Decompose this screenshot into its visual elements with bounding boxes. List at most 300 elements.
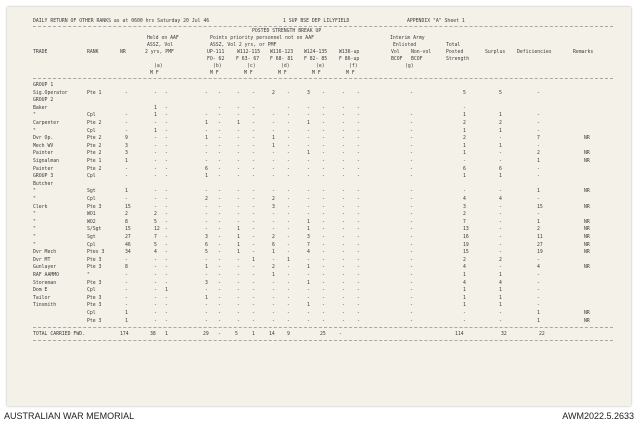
table-cell: - [125, 303, 128, 309]
table-cell: - [287, 166, 290, 172]
table-cell: NR [584, 235, 590, 240]
total-cell: 29 [203, 332, 209, 337]
table-cell: - [537, 212, 540, 218]
table-cell: 2 [537, 227, 540, 233]
table-cell: 1 [237, 250, 240, 256]
non-vol-label: Non-vol [411, 50, 432, 55]
table-cell: - [165, 219, 168, 225]
table-cell: - [537, 197, 540, 202]
table-cell: 1 [272, 136, 275, 142]
table-cell: - [287, 159, 290, 164]
table-cell: - [410, 288, 413, 294]
table-cell: - [287, 303, 290, 309]
table-cell: - [307, 204, 310, 210]
table-cell: - [410, 128, 413, 134]
table-cell: 5 [463, 90, 466, 96]
table-cell: 1 [499, 303, 502, 309]
document-sheet [7, 7, 631, 406]
row-rank: Pte 2 [87, 143, 102, 149]
col-surplus: Surplus [485, 50, 506, 55]
table-cell: - [342, 242, 345, 248]
table-cell: - [218, 227, 221, 233]
table-cell: - [125, 288, 128, 294]
table-cell: - [410, 219, 413, 225]
table-cell: - [125, 257, 128, 263]
table-cell: - [154, 204, 157, 210]
table-cell: - [205, 143, 208, 149]
table-cell: 1 [154, 105, 157, 111]
table-cell: - [125, 273, 128, 278]
table-cell: 1 [463, 288, 466, 294]
col-remarks: Remarks [573, 50, 594, 55]
table-cell: - [165, 166, 168, 172]
letter-d: (d) [281, 64, 290, 69]
table-cell: - [252, 121, 255, 126]
table-cell: - [410, 242, 413, 248]
table-cell: - [165, 128, 168, 134]
table-cell: 2 [499, 257, 502, 263]
table-cell: - [218, 189, 221, 195]
table-cell: 3 [307, 90, 310, 96]
table-cell: - [357, 136, 360, 142]
table-cell: 6 [499, 166, 502, 172]
row-trade: GROUP 3 [33, 174, 54, 180]
table-cell: - [218, 151, 221, 157]
table-cell: 1 [272, 250, 275, 256]
table-cell: - [154, 280, 157, 286]
table-cell: - [537, 295, 540, 301]
table-cell: 12 [154, 227, 160, 233]
table-cell: - [252, 143, 255, 149]
table-cell: - [322, 280, 325, 286]
table-cell: - [287, 174, 290, 180]
table-cell: - [322, 250, 325, 256]
table-cell: - [342, 235, 345, 240]
table-cell: 5 [154, 242, 157, 248]
table-cell: - [322, 303, 325, 309]
col-deficiencies: Deficiencies [517, 50, 552, 55]
table-cell: 2 [125, 212, 128, 218]
table-cell: - [218, 257, 221, 263]
table-cell: - [463, 318, 466, 324]
table-cell: - [357, 212, 360, 218]
table-cell: 1 [463, 128, 466, 134]
table-cell: - [287, 265, 290, 271]
table-cell: - [287, 295, 290, 301]
table-cell: - [125, 280, 128, 286]
row-rank: Pte 2 [87, 136, 102, 142]
table-cell: - [205, 303, 208, 309]
table-cell: - [237, 273, 240, 278]
table-cell: - [237, 151, 240, 157]
table-cell: - [272, 311, 275, 316]
table-cell: 1 [537, 159, 540, 164]
table-cell: - [322, 273, 325, 278]
table-cell: - [272, 219, 275, 225]
letter-c: (c) [247, 64, 256, 69]
range-2: W112-115 [237, 50, 261, 55]
total-cell: 1 [165, 332, 168, 337]
table-cell: - [252, 235, 255, 240]
table-cell: 1 [499, 273, 502, 278]
table-cell: - [307, 166, 310, 172]
appendix-label: APPENDIX "A" Sheet 1 [407, 19, 465, 24]
table-cell: - [165, 189, 168, 195]
range-sub-5: F 86-up [339, 57, 360, 62]
total-cell: 114 [455, 332, 464, 337]
table-cell: - [154, 318, 157, 324]
table-cell: - [537, 143, 540, 149]
table-cell: - [165, 197, 168, 202]
table-cell: - [357, 273, 360, 278]
col-total: Total [446, 43, 461, 48]
table-cell: - [154, 121, 157, 126]
letter-a: (a) [154, 64, 163, 69]
table-cell: - [218, 113, 221, 119]
table-cell: 15 [537, 204, 543, 210]
table-cell: - [205, 212, 208, 218]
table-cell: - [154, 151, 157, 157]
table-cell: - [342, 227, 345, 233]
row-trade: " [33, 219, 36, 225]
table-cell: - [307, 273, 310, 278]
table-cell: - [287, 197, 290, 202]
table-cell: - [499, 242, 502, 248]
row-trade: Mech WV [33, 143, 54, 149]
table-cell: 4 [499, 280, 502, 286]
table-cell: - [287, 143, 290, 149]
table-cell: - [165, 235, 168, 240]
table-cell: NR [584, 318, 590, 324]
table-cell: - [252, 189, 255, 195]
row-rank: Pte 3 [87, 265, 102, 271]
table-cell: - [272, 121, 275, 126]
table-cell: - [287, 318, 290, 324]
row-rank: Cpl [87, 197, 96, 202]
table-cell: - [537, 303, 540, 309]
table-cell: - [342, 121, 345, 126]
table-cell: 4 [537, 265, 540, 271]
table-cell: - [218, 166, 221, 172]
table-cell: 1 [537, 189, 540, 195]
table-cell: - [499, 204, 502, 210]
table-cell: - [357, 197, 360, 202]
table-cell: - [287, 212, 290, 218]
table-cell: - [287, 219, 290, 225]
row-rank: Pte 3 [87, 280, 102, 286]
table-cell: - [357, 151, 360, 157]
row-trade: Gunlayer [33, 265, 57, 271]
table-cell: - [237, 295, 240, 301]
table-cell: - [237, 189, 240, 195]
table-cell: - [410, 280, 413, 286]
table-cell: - [410, 166, 413, 172]
table-cell: - [410, 113, 413, 119]
table-cell: - [322, 105, 325, 111]
table-cell: NR [584, 227, 590, 233]
table-cell: - [357, 143, 360, 149]
table-cell: - [287, 90, 290, 96]
table-cell: - [165, 121, 168, 126]
table-cell: 1 [237, 227, 240, 233]
table-cell: 16 [463, 235, 469, 240]
table-cell: - [537, 257, 540, 263]
table-cell: 1 [463, 273, 466, 278]
table-cell: 1 [205, 174, 208, 180]
table-cell: - [218, 143, 221, 149]
table-cell: - [218, 242, 221, 248]
bcof-label-2: BCOF [411, 57, 423, 62]
table-cell: - [218, 159, 221, 164]
table-cell: 1 [499, 143, 502, 149]
table-cell: - [125, 166, 128, 172]
table-cell: - [237, 159, 240, 164]
table-cell: - [357, 204, 360, 210]
table-cell: 15 [125, 227, 131, 233]
footer-accession: AWM2022.5.2633 [562, 411, 634, 421]
table-cell: - [237, 174, 240, 180]
table-cell: 4 [499, 197, 502, 202]
range-4: W124-135 [304, 50, 328, 55]
letter-e: (e) [316, 64, 325, 69]
table-cell: - [342, 318, 345, 324]
table-cell: 1 [463, 143, 466, 149]
table-cell: - [252, 128, 255, 134]
table-cell: NR [584, 151, 590, 157]
row-trade: " [33, 212, 36, 218]
table-cell: 1 [125, 159, 128, 164]
row-rank: Pte 3 [87, 257, 102, 263]
table-cell: - [342, 151, 345, 157]
table-cell: - [205, 204, 208, 210]
table-cell: - [342, 273, 345, 278]
table-cell: 1 [237, 121, 240, 126]
table-cell: 1 [154, 128, 157, 134]
table-cell: - [537, 273, 540, 278]
table-cell: - [165, 143, 168, 149]
row-trade: Tailor [33, 295, 51, 301]
mf-3: M F [244, 71, 253, 76]
table-cell: 2 [272, 90, 275, 96]
table-cell: 3 [463, 204, 466, 210]
table-cell: - [237, 128, 240, 134]
table-cell: - [322, 265, 325, 271]
table-cell: NR [584, 242, 590, 248]
table-cell: 4 [154, 250, 157, 256]
table-cell: 2 [463, 212, 466, 218]
mf-6: M F [346, 71, 355, 76]
row-trade: " [33, 197, 36, 202]
table-cell: - [237, 136, 240, 142]
range-3: W116-123 [270, 50, 294, 55]
row-rank: Pte 1 [87, 159, 102, 164]
table-cell: - [154, 257, 157, 263]
table-cell: - [205, 227, 208, 233]
table-cell: - [205, 90, 208, 96]
table-cell: - [307, 295, 310, 301]
table-cell: - [237, 311, 240, 316]
table-cell: - [322, 128, 325, 134]
table-cell: NR [584, 250, 590, 256]
table-cell: - [357, 295, 360, 301]
table-cell: - [205, 128, 208, 134]
table-cell: 1 [272, 273, 275, 278]
table-cell: - [342, 113, 345, 119]
table-cell: - [410, 295, 413, 301]
table-cell: 4 [463, 280, 466, 286]
row-rank: " [87, 273, 90, 278]
table-cell: - [165, 113, 168, 119]
table-cell: - [499, 318, 502, 324]
table-cell: 1 [537, 318, 540, 324]
table-cell: - [237, 219, 240, 225]
table-cell: 7 [537, 136, 540, 142]
table-cell: - [218, 303, 221, 309]
table-cell: - [252, 311, 255, 316]
table-cell: - [218, 280, 221, 286]
range-5: W136-up [339, 50, 360, 55]
table-cell: - [205, 257, 208, 263]
table-cell: NR [584, 204, 590, 210]
table-cell: - [287, 311, 290, 316]
mf-1: M F [150, 71, 159, 76]
table-cell: 1 [463, 303, 466, 309]
row-trade: GROUP 2 [33, 98, 54, 104]
table-cell: - [499, 151, 502, 157]
table-cell: - [322, 219, 325, 225]
row-rank: Pte 3 [87, 295, 102, 301]
table-cell: - [218, 121, 221, 126]
col-posted: Posted [446, 50, 464, 55]
table-cell: - [463, 311, 466, 316]
table-cell: 7 [154, 235, 157, 240]
table-cell: - [218, 250, 221, 256]
table-cell: - [499, 136, 502, 142]
total-cell: 9 [287, 332, 290, 337]
table-cell: - [357, 189, 360, 195]
table-cell: - [272, 189, 275, 195]
table-cell: 6 [205, 166, 208, 172]
table-cell: - [237, 280, 240, 286]
mf-5: M F [312, 71, 321, 76]
table-cell: - [218, 265, 221, 271]
row-trade: Painter [33, 151, 54, 157]
table-cell: - [307, 257, 310, 263]
table-cell: - [125, 174, 128, 180]
table-cell: - [165, 265, 168, 271]
table-cell: - [307, 105, 310, 111]
table-cell: - [272, 113, 275, 119]
table-cell: - [252, 219, 255, 225]
table-cell: - [218, 174, 221, 180]
row-rank: Cpl [87, 128, 96, 134]
row-rank: WO2 [87, 219, 96, 225]
table-cell: 27 [537, 242, 543, 248]
letter-b: (b) [213, 64, 222, 69]
table-cell: - [237, 288, 240, 294]
table-cell: - [125, 90, 128, 96]
table-cell: - [218, 311, 221, 316]
row-rank: S/Sgt [87, 227, 102, 233]
row-rank: Pte 3 [87, 204, 102, 210]
table-cell: - [322, 227, 325, 233]
table-cell: - [205, 311, 208, 316]
table-cell: - [342, 219, 345, 225]
table-cell: - [322, 166, 325, 172]
table-cell: - [357, 105, 360, 111]
table-cell: - [218, 288, 221, 294]
table-cell: - [237, 105, 240, 111]
table-cell: - [154, 303, 157, 309]
table-cell: - [125, 295, 128, 301]
table-cell: - [287, 235, 290, 240]
table-cell: - [357, 250, 360, 256]
points-priority-label-2: ASSZ, Vol 2 yrs, or PMF [210, 43, 277, 48]
table-cell: 5 [205, 250, 208, 256]
table-cell: - [154, 197, 157, 202]
table-cell: - [252, 288, 255, 294]
table-cell: - [499, 212, 502, 218]
table-cell: - [357, 227, 360, 233]
table-cell: - [125, 113, 128, 119]
table-cell: 2 [205, 197, 208, 202]
table-cell: - [537, 128, 540, 134]
table-cell: - [125, 121, 128, 126]
table-cell: 4 [307, 250, 310, 256]
total-rule-bottom [33, 340, 613, 341]
table-cell: - [205, 189, 208, 195]
table-cell: - [252, 151, 255, 157]
table-cell: - [499, 250, 502, 256]
table-cell: - [357, 159, 360, 164]
table-cell: - [322, 159, 325, 164]
table-cell: - [307, 143, 310, 149]
table-cell: - [154, 159, 157, 164]
table-cell: - [252, 273, 255, 278]
table-cell: - [410, 204, 413, 210]
table-cell: - [410, 273, 413, 278]
table-cell: - [357, 121, 360, 126]
table-cell: 3 [272, 204, 275, 210]
table-cell: 1 [499, 113, 502, 119]
table-cell: - [252, 136, 255, 142]
range-1: UP-111 [207, 50, 225, 55]
table-cell: - [272, 166, 275, 172]
table-cell: 1 [154, 113, 157, 119]
row-trade: Painter [33, 166, 54, 172]
table-cell: - [154, 90, 157, 96]
table-cell: - [252, 250, 255, 256]
table-cell: - [410, 151, 413, 157]
table-cell: NR [584, 219, 590, 225]
row-trade: Dvr Mech [33, 250, 57, 256]
table-cell: - [342, 174, 345, 180]
row-rank: Pte 3 [87, 318, 102, 324]
table-cell: - [165, 250, 168, 256]
table-cell: - [322, 90, 325, 96]
table-cell: - [322, 121, 325, 126]
table-cell: - [342, 128, 345, 134]
table-cell: - [307, 174, 310, 180]
letter-g: (g) [405, 64, 414, 69]
vol-label: Vol [391, 50, 400, 55]
table-cell: - [165, 303, 168, 309]
table-cell: - [218, 105, 221, 111]
table-cell: - [342, 159, 345, 164]
table-cell: 1 [307, 227, 310, 233]
table-cell: - [287, 204, 290, 210]
table-cell: 8 [125, 219, 128, 225]
